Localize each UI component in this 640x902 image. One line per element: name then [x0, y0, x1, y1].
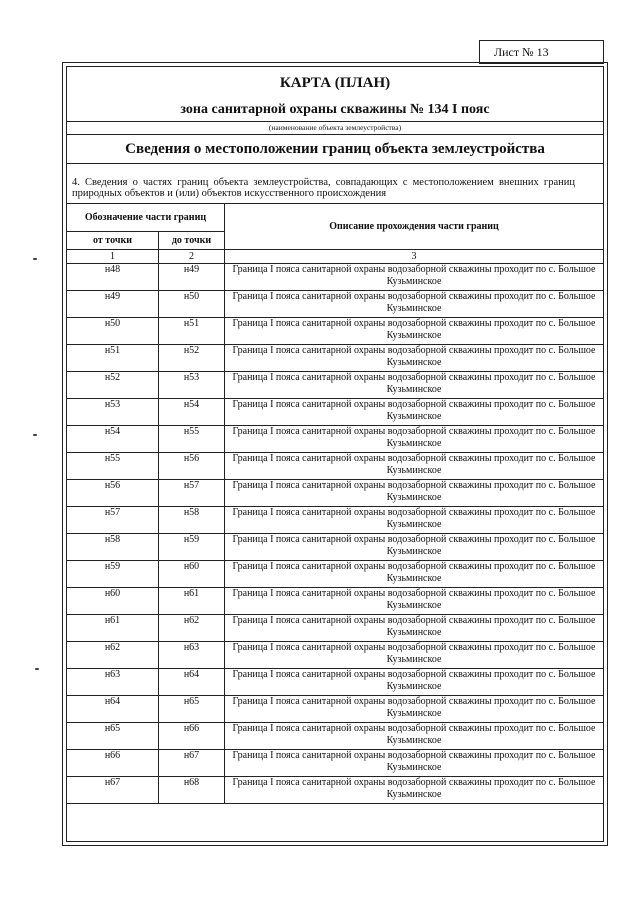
- document-inner-frame: [66, 66, 604, 842]
- description-cell: Граница I пояса санитарной охраны водозаборной скважины проходит по с. Большое Кузьминское: [225, 723, 604, 750]
- description-cell: Граница I пояса санитарной охраны водозаборной скважины проходит по с. Большое Кузьминское: [225, 750, 604, 777]
- table-row: [67, 669, 604, 696]
- point-to-cell: н68: [159, 777, 225, 804]
- point-from-cell: н67: [67, 777, 159, 804]
- point-from-cell: н51: [67, 345, 159, 372]
- description-cell: Граница I пояса санитарной охраны водозаборной скважины проходит по с. Большое Кузьминское: [225, 372, 604, 399]
- point-to-cell: н49: [159, 264, 225, 291]
- description-cell: Граница I пояса санитарной охраны водозаборной скважины проходит по с. Большое Кузьминское: [225, 291, 604, 318]
- margin-mark: [35, 668, 39, 670]
- description-cell: Граница I пояса санитарной охраны водозаборной скважины проходит по с. Большое Кузьминское: [225, 669, 604, 696]
- description-cell: Граница I пояса санитарной охраны водозаборной скважины проходит по с. Большое Кузьминское: [225, 588, 604, 615]
- table-row: [67, 507, 604, 534]
- point-to-cell: н64: [159, 669, 225, 696]
- description-cell: Граница I пояса санитарной охраны водозаборной скважины проходит по с. Большое Кузьминское: [225, 615, 604, 642]
- boundary-table: [66, 203, 604, 804]
- description-cell: Граница I пояса санитарной охраны водозаборной скважины проходит по с. Большое Кузьминское: [225, 426, 604, 453]
- point-from-cell: н62: [67, 642, 159, 669]
- point-from-cell: н63: [67, 669, 159, 696]
- point-to-cell: н53: [159, 372, 225, 399]
- table-row: [67, 534, 604, 561]
- point-from-cell: н54: [67, 426, 159, 453]
- margin-mark: [33, 434, 37, 436]
- table-row: [67, 399, 604, 426]
- point-from-cell: н55: [67, 453, 159, 480]
- col-from-header: от точки: [67, 232, 159, 250]
- point-from-cell: н64: [67, 696, 159, 723]
- table-row: [67, 750, 604, 777]
- point-from-cell: н57: [67, 507, 159, 534]
- table-row: [67, 588, 604, 615]
- description-cell: Граница I пояса санитарной охраны водозаборной скважины проходит по с. Большое Кузьминское: [225, 534, 604, 561]
- table-row: [67, 723, 604, 750]
- table-row: [67, 291, 604, 318]
- point-to-cell: н56: [159, 453, 225, 480]
- section-title: Сведения о местоположении границ объекта землеустройства: [67, 135, 603, 164]
- point-to-cell: н61: [159, 588, 225, 615]
- table-row: [67, 318, 604, 345]
- point-from-cell: н49: [67, 291, 159, 318]
- col-group-header: Обозначение части границ: [67, 204, 225, 232]
- point-to-cell: н66: [159, 723, 225, 750]
- point-to-cell: н59: [159, 534, 225, 561]
- col-number: 1: [67, 250, 159, 264]
- point-from-cell: н56: [67, 480, 159, 507]
- description-cell: Граница I пояса санитарной охраны водозаборной скважины проходит по с. Большое Кузьминское: [225, 453, 604, 480]
- point-from-cell: н58: [67, 534, 159, 561]
- table-row: [67, 642, 604, 669]
- point-to-cell: н65: [159, 696, 225, 723]
- description-cell: Граница I пояса санитарной охраны водозаборной скважины проходит по с. Большое Кузьминское: [225, 318, 604, 345]
- point-from-cell: н52: [67, 372, 159, 399]
- description-cell: Граница I пояса санитарной охраны водозаборной скважины проходит по с. Большое Кузьминское: [225, 507, 604, 534]
- point-to-cell: н52: [159, 345, 225, 372]
- description-cell: Граница I пояса санитарной охраны водозаборной скважины проходит по с. Большое Кузьминское: [225, 777, 604, 804]
- point-to-cell: н63: [159, 642, 225, 669]
- point-from-cell: н50: [67, 318, 159, 345]
- point-to-cell: н55: [159, 426, 225, 453]
- point-from-cell: н66: [67, 750, 159, 777]
- table-row: [67, 426, 604, 453]
- point-from-cell: н65: [67, 723, 159, 750]
- point-to-cell: н51: [159, 318, 225, 345]
- section-note: 4. Сведения о частях границ объекта землеустройства, совпадающих с местоположением внешних границ природных объектов и (или) объектов искусственного происхождения: [72, 177, 575, 199]
- description-cell: Граница I пояса санитарной охраны водозаборной скважины проходит по с. Большое Кузьминское: [225, 642, 604, 669]
- point-from-cell: н61: [67, 615, 159, 642]
- table-row: [67, 264, 604, 291]
- point-from-cell: н59: [67, 561, 159, 588]
- col-desc-header: Описание прохождения части границ: [225, 204, 604, 250]
- table-row: [67, 480, 604, 507]
- table-row: [67, 345, 604, 372]
- col-number: 3: [225, 250, 604, 264]
- point-to-cell: н60: [159, 561, 225, 588]
- description-cell: Граница I пояса санитарной охраны водозаборной скважины проходит по с. Большое Кузьминское: [225, 561, 604, 588]
- table-row: [67, 777, 604, 804]
- margin-mark: [33, 258, 37, 260]
- document-subtitle: зона санитарной охраны скважины № 134 I пояс: [180, 102, 490, 117]
- document-frame: [62, 62, 608, 846]
- description-cell: Граница I пояса санитарной охраны водозаборной скважины проходит по с. Большое Кузьминское: [225, 696, 604, 723]
- object-caption: (наименование объекта землеустройства): [67, 121, 603, 135]
- point-from-cell: н60: [67, 588, 159, 615]
- description-cell: Граница I пояса санитарной охраны водозаборной скважины проходит по с. Большое Кузьминское: [225, 399, 604, 426]
- point-to-cell: н67: [159, 750, 225, 777]
- document-title: КАРТА (ПЛАН): [279, 75, 391, 91]
- table-row: [67, 453, 604, 480]
- table-row: [67, 372, 604, 399]
- table-row: [67, 561, 604, 588]
- point-to-cell: н62: [159, 615, 225, 642]
- col-to-header: до точки: [159, 232, 225, 250]
- point-to-cell: н57: [159, 480, 225, 507]
- table-row: [67, 696, 604, 723]
- description-cell: Граница I пояса санитарной охраны водозаборной скважины проходит по с. Большое Кузьминское: [225, 480, 604, 507]
- description-cell: Граница I пояса санитарной охраны водозаборной скважины проходит по с. Большое Кузьминское: [225, 264, 604, 291]
- point-from-cell: н48: [67, 264, 159, 291]
- col-number: 2: [159, 250, 225, 264]
- point-to-cell: н54: [159, 399, 225, 426]
- description-cell: Граница I пояса санитарной охраны водозаборной скважины проходит по с. Большое Кузьминское: [225, 345, 604, 372]
- table-row: [67, 615, 604, 642]
- point-from-cell: н53: [67, 399, 159, 426]
- point-to-cell: н58: [159, 507, 225, 534]
- sheet-number: Лист № 13: [479, 40, 604, 64]
- point-to-cell: н50: [159, 291, 225, 318]
